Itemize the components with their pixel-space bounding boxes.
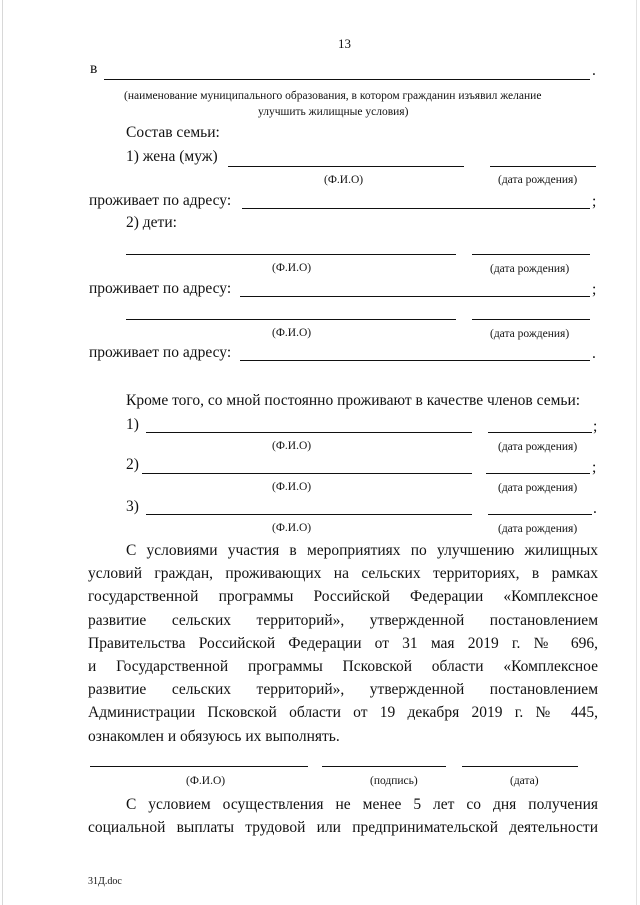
other3-birthdate-caption: (дата рождения) (498, 523, 578, 535)
other3-birthdate-line[interactable] (488, 514, 592, 515)
conditions-line: С условиями участия в мероприятиях по улучшению жилищных (126, 542, 598, 559)
municipality-caption-2: улучшить жилищные условия) (258, 106, 409, 118)
child1-fio-line[interactable] (126, 254, 456, 255)
other1-number: 1) (126, 416, 139, 433)
others-intro: Кроме того, со мной постоянно проживают в качестве членов семьи: (126, 392, 581, 409)
obligation-paragraph (88, 793, 598, 839)
child2-birthdate-caption: (дата рождения) (490, 328, 570, 340)
scan-edge-left (2, 0, 3, 905)
child1-birthdate-caption: (дата рождения) (490, 263, 570, 275)
spouse-birthdate-line[interactable] (490, 166, 596, 167)
obligation-line: С условием осуществления не менее 5 лет со дня получения (126, 796, 598, 813)
conditions-line: развитие сельских территорий», утвержденной постановлением (88, 611, 598, 629)
child1-address-end: ; (592, 281, 597, 298)
other1-fio-line[interactable] (146, 432, 472, 433)
footer-filename: 31Д.doc (88, 876, 122, 887)
child2-address-line[interactable] (240, 360, 590, 361)
other2-birthdate-caption: (дата рождения) (498, 482, 578, 494)
children-label: 2) дети: (126, 214, 177, 231)
signature-fio-caption: (Ф.И.О) (186, 775, 226, 787)
child2-address-end: . (592, 345, 596, 362)
other3-fio-caption: (Ф.И.О) (272, 522, 312, 534)
conditions-line: Администрации Псковской области от 19 декабря 2019 г. № 445, (88, 704, 598, 722)
conditions-line: Правительства Российской Федерации от 31 мая 2019 г. № 696, (88, 634, 598, 652)
child2-address-label: проживает по адресу: (89, 344, 232, 361)
other2-fio-caption: (Ф.И.О) (272, 481, 312, 493)
signature-date-caption: (дата) (510, 775, 539, 787)
other3-fio-line[interactable] (146, 514, 472, 515)
municipality-input-line[interactable] (104, 79, 590, 80)
conditions-line: условий граждан, проживающих на сельских территориях, в рамках (88, 565, 598, 583)
child2-fio-caption: (Ф.И.О) (272, 327, 312, 339)
signature-date-line[interactable] (462, 766, 578, 767)
conditions-line: и Государственной программы Псковской области «Комплексное (88, 657, 598, 675)
spouse-address-line[interactable] (242, 208, 590, 209)
municipality-end: . (592, 62, 596, 79)
obligation-line: социальной выплаты трудовой или предпринимательской деятельности (88, 819, 598, 837)
signature-fio-line[interactable] (90, 766, 308, 767)
other1-birthdate-caption: (дата рождения) (498, 441, 578, 453)
child1-birthdate-line[interactable] (472, 254, 590, 255)
other1-fio-caption: (Ф.И.О) (272, 440, 312, 452)
other1-birthdate-line[interactable] (488, 432, 592, 433)
other2-birthdate-line[interactable] (486, 473, 590, 474)
spouse-address-end: ; (592, 193, 597, 210)
spouse-label: 1) жена (муж) (126, 148, 218, 165)
spouse-address-label: проживает по адресу: (89, 192, 232, 209)
other3-end: . (593, 500, 597, 517)
signature-sign-caption: (подпись) (370, 775, 418, 787)
child1-address-label: проживает по адресу: (89, 280, 232, 297)
spouse-birthdate-caption: (дата рождения) (498, 174, 578, 186)
conditions-line: ознакомлен и обязуюсь их выполнять. (88, 727, 340, 745)
municipality-prefix: в (90, 60, 98, 77)
other2-fio-line[interactable] (142, 473, 472, 474)
other2-number: 2) (126, 456, 139, 473)
spouse-fio-line[interactable] (228, 166, 464, 167)
child1-address-line[interactable] (240, 296, 590, 297)
other2-end: ; (592, 459, 597, 476)
spouse-fio-caption: (Ф.И.О) (324, 174, 364, 186)
conditions-line: развитие сельских территорий», утвержденной постановлением (88, 681, 598, 699)
other1-end: ; (593, 418, 598, 435)
other3-number: 3) (126, 498, 139, 515)
municipality-caption-1: (наименование муниципального образования, в котором гражданин изъявил желание (124, 90, 542, 102)
signature-sign-line[interactable] (322, 766, 446, 767)
family-heading: Состав семьи: (126, 124, 220, 141)
conditions-line: государственной программы Российской Федерации «Комплексное (88, 588, 598, 606)
child2-fio-line[interactable] (126, 319, 456, 320)
conditions-paragraph (88, 539, 598, 748)
page-number: 13 (338, 36, 351, 51)
scan-edge-right (636, 0, 637, 905)
child1-fio-caption: (Ф.И.О) (272, 262, 312, 274)
child2-birthdate-line[interactable] (472, 319, 590, 320)
